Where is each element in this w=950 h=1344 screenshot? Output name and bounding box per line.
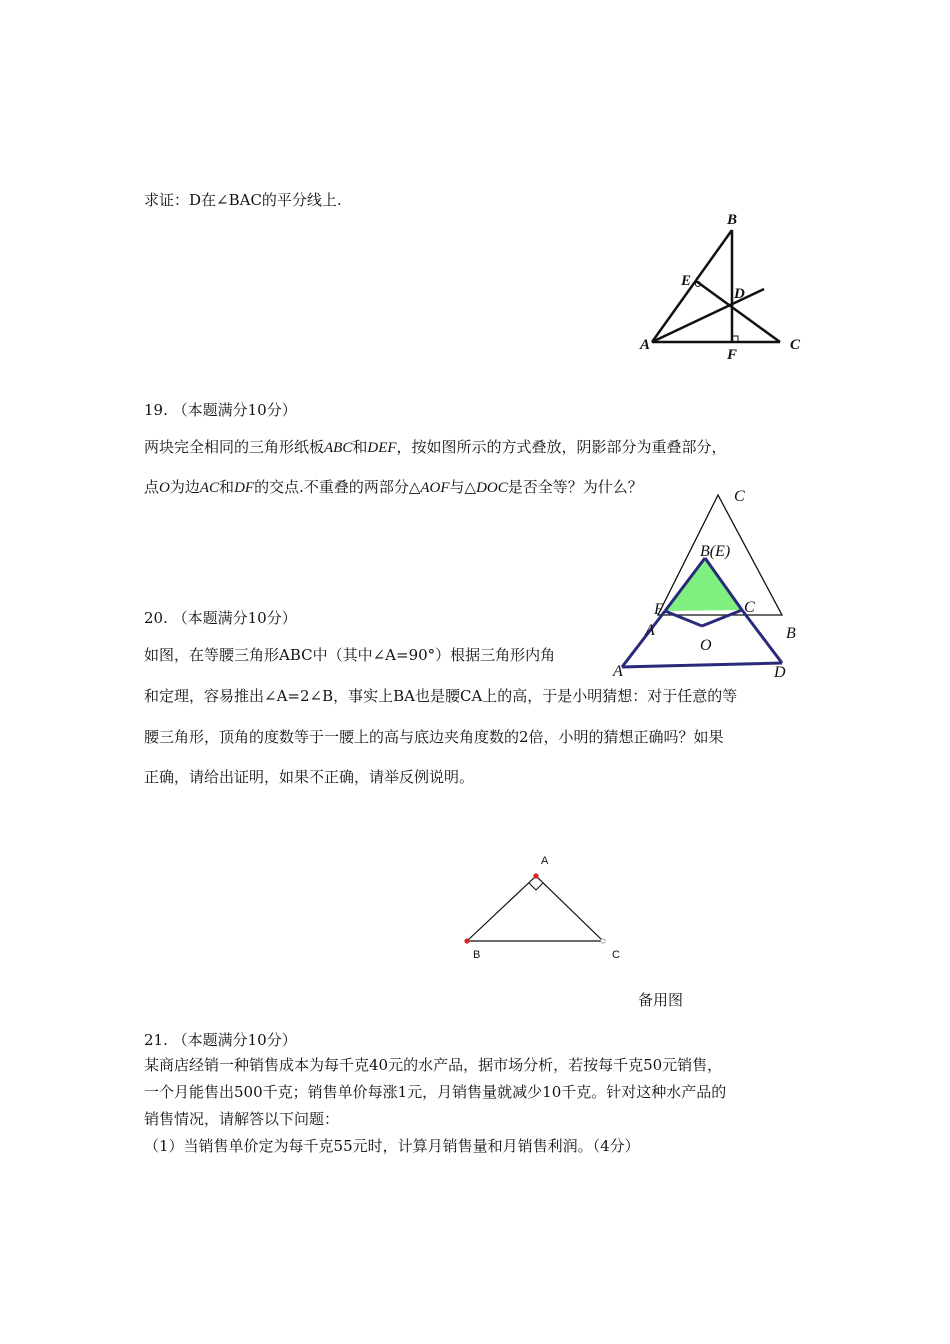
q20-line4: 正确，请给出证明，如果不正确，请举反例说明。: [144, 768, 475, 786]
q20-figure-caption: 备用图: [638, 991, 684, 1009]
q21-line2: 一个月能售出500千克；销售单价每涨1元，月销售量就减少10千克。针对这种水产品的: [144, 1083, 727, 1101]
q19-l2-text-b: 为边: [169, 478, 200, 496]
q20-header: 20. （本题满分10分）: [144, 609, 297, 627]
q19-shaded-overlap: [665, 558, 742, 611]
q20-point-C: [601, 939, 605, 943]
q18-label-F: F: [727, 347, 738, 363]
q18-prove-text: 求证：D在∠BAC的平分线上.: [144, 191, 342, 209]
q19-l2-ac: AC: [199, 480, 220, 496]
q19-l1-text-b: 和: [352, 438, 368, 456]
q18-label-A: A: [640, 337, 651, 353]
q19-l2-o: O: [159, 480, 170, 496]
q19-line1: [144, 437, 727, 458]
q19-l1-text-c: ，按如图所示的方式叠放，阴影部分为重叠部分，: [396, 438, 727, 456]
q19-l1-text-a: 两块完全相同的三角形纸板: [144, 438, 325, 456]
q19-line-CD: [742, 610, 782, 663]
q20-label-B: B: [473, 949, 481, 961]
q18-line-AB: [652, 230, 732, 342]
q19-l2-text-c: 和: [219, 478, 235, 496]
q20-line3: 腰三角形，顶角的度数等于一腰上的高与底边夹角度数的2倍，小明的猜想正确吗？如果: [144, 728, 724, 746]
q20-right-angle-mark: [529, 883, 543, 890]
q19-l1-abc: ABC: [324, 440, 353, 456]
q19-line-FO: [665, 611, 702, 626]
q20-label-C: C: [612, 949, 620, 961]
q19-l2-text-e: 与△: [449, 478, 477, 496]
q19-line2: [144, 477, 643, 498]
q19-label-F: F: [654, 601, 664, 618]
q19-header: 19. （本题满分10分）: [144, 401, 297, 419]
q19-label-A-mid: A: [645, 622, 655, 639]
q21-line4: （1）当销售单价定为每千克55元时，计算月销售量和月销售利润。（4分）: [144, 1137, 640, 1155]
q18-label-B: B: [727, 212, 738, 228]
q19-line-OC: [702, 610, 742, 626]
q20-line1: 如图，在等腰三角形ABC中（其中∠A=90°）根据三角形内角: [144, 646, 556, 664]
q20-triangle-abc: [467, 876, 603, 941]
q19-label-D: D: [774, 664, 786, 681]
q18-figure: [630, 205, 830, 365]
q19-label-BE: B(E): [700, 543, 731, 560]
q19-label-C-top: C: [734, 488, 745, 505]
q19-line-FA: [622, 611, 665, 667]
q18-label-C: C: [790, 337, 801, 353]
q19-label-B: B: [786, 625, 796, 642]
q18-line-AD: [652, 289, 764, 342]
q18-label-E: E: [681, 273, 692, 289]
q19-l2-df: DF: [234, 480, 255, 496]
q20-label-A: A: [541, 855, 549, 867]
q21-line3: 销售情况，请解答以下问题：: [144, 1110, 340, 1128]
q19-l2-aof: AOF: [420, 480, 450, 496]
q19-l2-doc: DOC: [476, 480, 508, 496]
q20-point-A: [533, 873, 538, 878]
q21-header: 21. （本题满分10分）: [144, 1031, 297, 1049]
q20-figure: [455, 850, 635, 960]
q20-line2: 和定理，容易推出∠A=2∠B，事实上BA也是腰CA上的高，于是小明猜想：对于任意的等: [144, 687, 738, 705]
q18-label-D: D: [734, 286, 745, 302]
q19-l2-text-a: 点: [144, 478, 160, 496]
q19-line-AD: [622, 663, 782, 667]
q21-line1: 某商店经销一种销售成本为每千克40元的水产品，据市场分析，若按每千克50元销售，: [144, 1056, 723, 1074]
q19-l1-def: DEF: [367, 440, 397, 456]
q19-l2-text-f: 是否全等？为什么？: [507, 478, 643, 496]
q19-figure: [610, 485, 810, 685]
q19-label-O: O: [700, 637, 712, 654]
q20-point-B: [464, 938, 469, 943]
q19-label-C-mid: C: [744, 599, 755, 616]
q19-l2-text-d: 的交点.不重叠的两部分△: [254, 478, 421, 496]
q19-label-A-bottom: A: [613, 663, 623, 680]
